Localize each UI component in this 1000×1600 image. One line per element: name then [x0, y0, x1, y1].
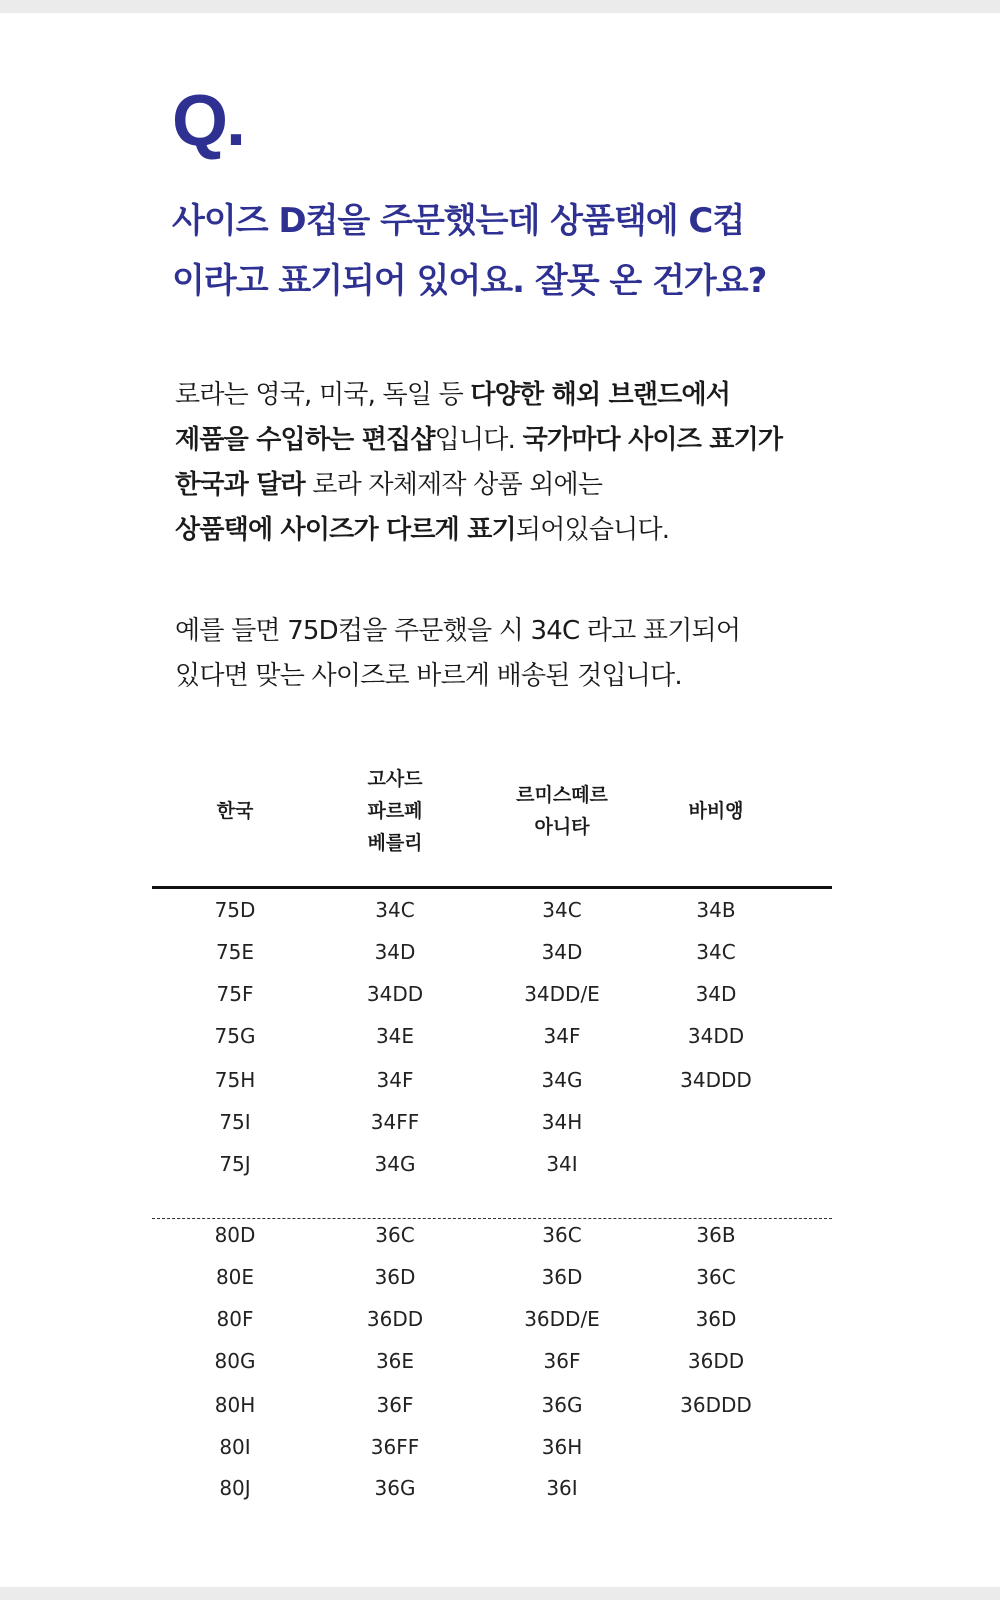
answer-emphasis: 제품을 수입하는 편집샵 [175, 425, 435, 455]
answer-paragraph-2 [175, 609, 935, 699]
size-cell: 36DD/E [524, 1307, 600, 1331]
answer-text: 입니다. [434, 425, 523, 455]
size-cell: 34E [375, 1024, 415, 1048]
size-cell: 34DD [687, 1024, 745, 1048]
size-cell: 80G [214, 1349, 256, 1373]
size-cell: 80D [214, 1223, 256, 1247]
size-cell: 75F [216, 982, 254, 1006]
size-cell: 36C [696, 1265, 736, 1289]
size-cell: 36FF [370, 1435, 420, 1459]
header-divider [152, 886, 832, 889]
answer-paragraph-1 [175, 373, 935, 553]
col-header-line: 고사드 [367, 768, 423, 790]
size-cell: 34D [541, 940, 583, 964]
size-cell: 75E [215, 940, 255, 964]
size-cell: 36DD [366, 1307, 424, 1331]
size-cell: 36B [696, 1223, 736, 1247]
faq-card [0, 13, 1000, 1587]
size-cell: 80I [219, 1435, 251, 1459]
answer-emphasis: 상품택에 사이즈가 다르게 표기 [175, 515, 516, 545]
col-header-line: 르미스떼르 [516, 784, 608, 806]
size-cell: 36C [375, 1223, 415, 1247]
size-cell: 80F [216, 1307, 254, 1331]
size-cell: 75J [219, 1152, 251, 1176]
answer-line [175, 463, 935, 508]
size-cell: 34DDD [680, 1068, 752, 1092]
size-cell: 36G [541, 1393, 583, 1417]
size-cell: 36DDD [680, 1393, 752, 1417]
answer-text: 로라는 영국, 미국, 독일 등 [175, 380, 471, 410]
size-cell: 34G [541, 1068, 583, 1092]
col-header-lemystere [516, 779, 608, 843]
question-title-line: 사이즈 D컵을 주문했는데 상품택에 C컵 [172, 201, 745, 241]
size-cell: 34F [543, 1024, 581, 1048]
size-cell: 34B [696, 898, 736, 922]
col-header-line: 한국 [216, 800, 254, 822]
answer-line: 예를 들면 75D컵을 주문했을 시 34C 라고 표기되어 [175, 616, 741, 646]
answer-line [175, 418, 935, 463]
col-header-line: 파르페 [367, 800, 423, 822]
size-cell: 80J [219, 1476, 251, 1500]
size-cell: 34DD/E [524, 982, 600, 1006]
answer-line [175, 508, 935, 553]
size-cell: 36H [541, 1435, 583, 1459]
answer-text: 로라 자체제작 상품 외에는 [304, 470, 603, 500]
size-cell: 34D [695, 982, 737, 1006]
size-cell: 36D [374, 1265, 416, 1289]
size-cell: 34I [546, 1152, 578, 1176]
size-cell: 75D [214, 898, 256, 922]
size-cell: 75G [214, 1024, 256, 1048]
size-cell: 34FF [370, 1110, 420, 1134]
answer-text: 되어있습니다. [515, 515, 670, 545]
size-cell: 34G [374, 1152, 416, 1176]
question-title-line: 이라고 표기되어 있어요. 잘못 온 건가요? [172, 261, 767, 301]
question-mark-label: Q. [172, 81, 245, 161]
size-cell: 34H [541, 1110, 583, 1134]
size-cell: 34DD [366, 982, 424, 1006]
size-cell: 34C [375, 898, 415, 922]
col-header-line: 바비앵 [688, 800, 744, 822]
group-divider [152, 1218, 832, 1219]
size-cell: 75I [219, 1110, 251, 1134]
answer-line: 있다면 맞는 사이즈로 바르게 배송된 것입니다. [175, 661, 682, 691]
size-cell: 36C [542, 1223, 582, 1247]
size-cell: 34F [376, 1068, 414, 1092]
size-cell: 36I [546, 1476, 578, 1500]
size-cell: 34C [696, 940, 736, 964]
size-cell: 34C [542, 898, 582, 922]
answer-emphasis: 다양한 해외 브랜드에서 [470, 380, 731, 410]
answer-line [175, 373, 935, 418]
answer-emphasis: 국가마다 사이즈 표기가 [522, 425, 783, 455]
size-cell: 36D [541, 1265, 583, 1289]
size-cell: 80E [215, 1265, 255, 1289]
size-cell: 36DD [687, 1349, 745, 1373]
col-header-line: 베를리 [367, 832, 423, 854]
answer-emphasis: 한국과 달라 [175, 470, 305, 500]
size-cell: 34D [374, 940, 416, 964]
question-title [172, 191, 932, 311]
col-header-line: 아니타 [534, 816, 590, 838]
size-cell: 36F [376, 1393, 414, 1417]
size-cell: 75H [214, 1068, 256, 1092]
size-cell: 36G [374, 1476, 416, 1500]
col-header-gossard [367, 763, 422, 859]
col-header-babyang [688, 795, 743, 827]
size-cell: 36F [543, 1349, 581, 1373]
size-cell: 80H [214, 1393, 256, 1417]
size-cell: 36D [695, 1307, 737, 1331]
col-header-korea [217, 795, 254, 827]
size-cell: 36E [375, 1349, 415, 1373]
